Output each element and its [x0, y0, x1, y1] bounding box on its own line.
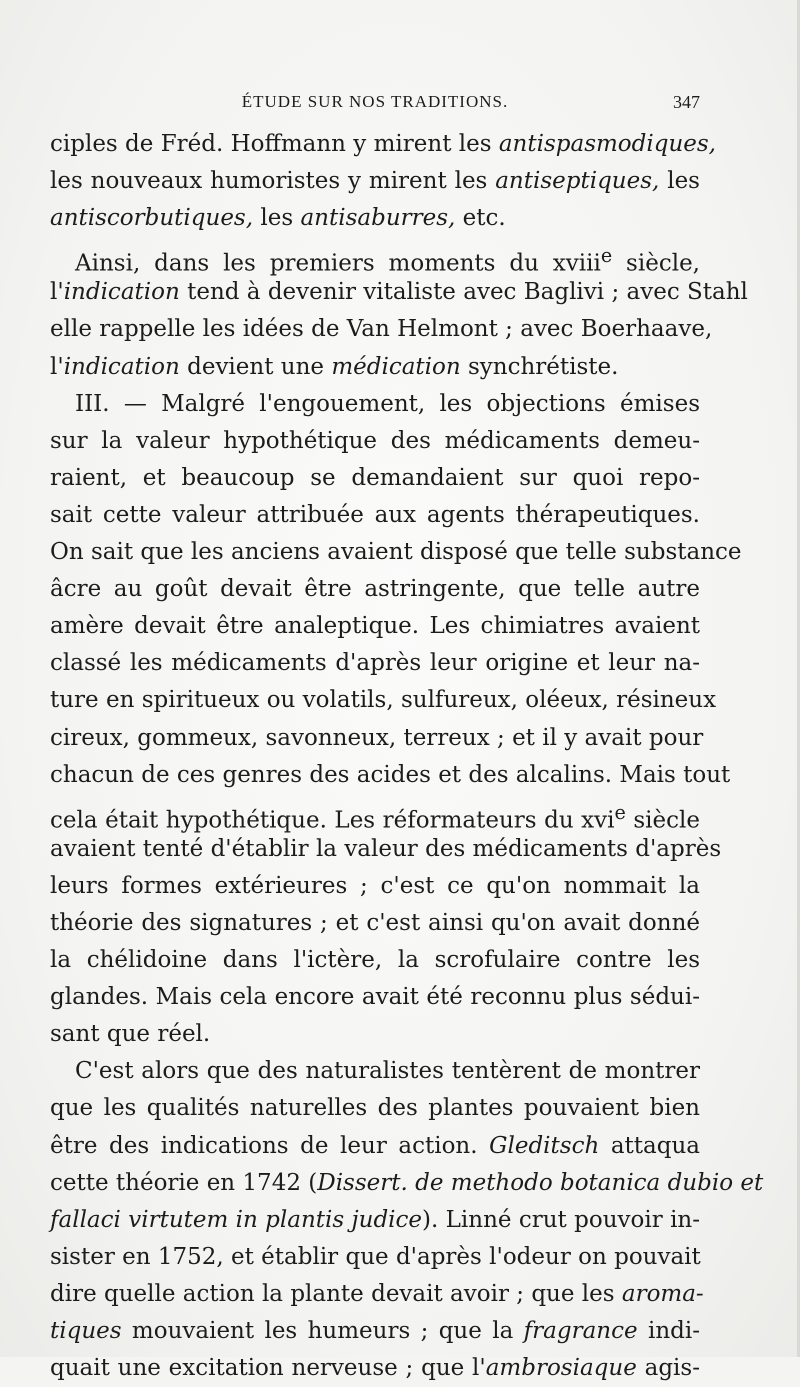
page-header — [50, 92, 700, 116]
text-line: théorie des signatures ; et c'est ainsi qu'on avait donné — [50, 909, 700, 936]
text-line: dire quelle action la plante devait avoir ; que les aroma- — [50, 1280, 704, 1307]
text-line: raient, et beaucoup se demandaient sur quoi repo- — [50, 464, 700, 491]
text-line: leurs formes extérieures ; c'est ce qu'on nommait la — [50, 872, 700, 899]
text-line: être des indications de leur action. Gleditsch attaqua — [50, 1132, 700, 1159]
text-line: cireux, gommeux, savonneux, terreux ; et il y avait pour — [50, 724, 704, 751]
text-line: sant que réel. — [50, 1021, 211, 1048]
text-line: cette théorie en 1742 (Dissert. de methodo botanica dubio et — [50, 1169, 764, 1196]
text-line: les nouveaux humoristes y mirent les antiseptiques, les — [50, 168, 700, 195]
text-line: sur la valeur hypothétique des médicaments demeu- — [50, 427, 700, 454]
text-line: glandes. Mais cela encore avait été reconnu plus sédui- — [50, 984, 700, 1011]
text-line: elle rappelle les idées de Van Helmont ; avec Boerhaave, — [50, 316, 713, 343]
text-line: C'est alors que des naturalistes tentèrent de montrer — [75, 1058, 700, 1085]
text-line: tiques mouvaient les humeurs ; que la fragrance indi- — [50, 1318, 700, 1344]
text-line: amère devait être analeptique. Les chimiatres avaient — [50, 613, 700, 640]
text-line: cela était hypothétique. Les réformateurs du xvi$^e$ siècle — [50, 800, 700, 834]
text-line: III. — Malgré l'engouement, les objections émises — [75, 390, 700, 417]
text-line: fallaci virtutem in plantis judice). Linné crut pouvoir in- — [50, 1206, 701, 1233]
text-line: ture en spiritueux ou volatils, sulfureux, oléeux, résineux — [50, 687, 717, 714]
text-line: l'indication devient une médication synchrétiste. — [50, 353, 619, 380]
text-line: sait cette valeur attribuée aux agents thérapeutiques. — [50, 501, 700, 528]
text-line: On sait que les anciens avaient disposé que telle substance — [50, 539, 742, 566]
text-line: ciples de Fréd. Hoffmann y mirent les antispasmodiques, — [50, 131, 716, 157]
text-line: âcre au goût devait être astringente, que telle autre — [50, 576, 700, 603]
text-line: sister en 1752, et établir que d'après l'odeur on pouvait — [50, 1243, 701, 1270]
text-line: que les qualités naturelles des plantes pouvaient bien — [50, 1095, 700, 1122]
text-line: quait une excitation nerveuse ; que l'ambrosiaque agis- — [50, 1355, 700, 1382]
text-line: chacun de ces genres des acides et des alcalins. Mais tout — [50, 761, 731, 788]
page-number: 347 — [673, 92, 700, 112]
running-title: ÉTUDE SUR NOS TRADITIONS. — [241, 92, 509, 111]
text-line: antiscorbutiques, les antisaburres, etc. — [50, 205, 506, 232]
text-line: classé les médicaments d'après leur origine et leur na- — [50, 650, 700, 677]
body-text — [50, 126, 764, 1387]
text-line: avaient tenté d'établir la valeur des médicaments d'après — [50, 835, 722, 862]
text-line: Ainsi, dans les premiers moments du xviii$^e$ siècle, — [75, 244, 700, 277]
text-line: la chélidoine dans l'ictère, la scrofulaire contre les — [50, 947, 700, 974]
text-line: l'indication tend à devenir vitaliste avec Baglivi ; avec Stahl — [50, 279, 748, 306]
